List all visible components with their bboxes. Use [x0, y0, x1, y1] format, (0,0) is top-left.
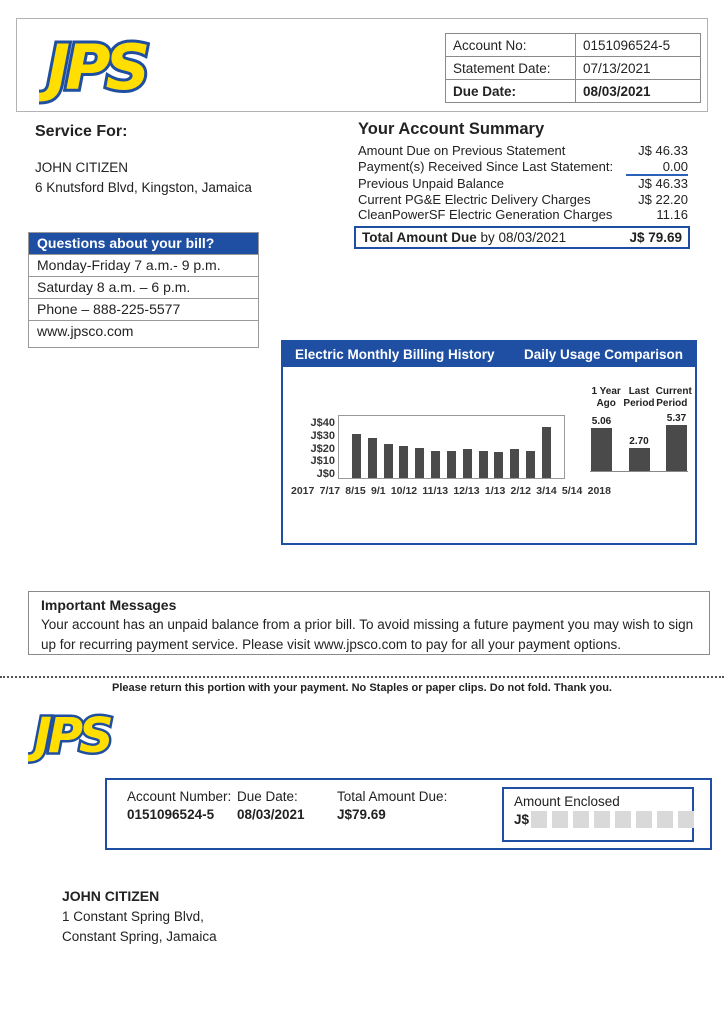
billing-bar — [415, 448, 424, 478]
x-tick-label: 7/17 — [319, 485, 341, 497]
daily-usage-bar — [666, 425, 687, 471]
summary-row — [358, 192, 688, 208]
amount-cell[interactable] — [552, 811, 568, 828]
table-row — [446, 80, 701, 103]
x-tick-label: 10/12 — [390, 485, 418, 497]
daily-usage-headers — [590, 386, 692, 410]
billing-bar — [494, 452, 503, 478]
billing-chart-bars — [339, 416, 564, 478]
billing-bar — [399, 446, 408, 478]
summary-row — [358, 176, 688, 192]
summary-label: Amount Due on Previous Statement — [358, 143, 566, 158]
billing-bar — [352, 434, 361, 478]
currency-symbol: J$ — [514, 812, 530, 827]
due-date-value: 08/03/2021 — [576, 80, 701, 103]
amount-cell[interactable] — [531, 811, 547, 828]
messages-body: Your account has an unpaid balance from a prior bill. To avoid missing a future payment you may wish to sign up for recurring payment service. Please visit www.jpsco.com to pay for all your payment options. — [41, 617, 694, 652]
billing-chart-xlabels — [291, 485, 611, 497]
summary-value: J$ 46.33 — [638, 176, 688, 192]
total-due-value: J$ 79.69 — [629, 229, 682, 245]
amount-cell[interactable] — [657, 811, 673, 828]
summary-value: J$ 46.33 — [638, 143, 688, 158]
stub-fields — [127, 789, 487, 822]
mailing-address-line2: Constant Spring, Jamaica — [62, 929, 217, 944]
x-tick-label: 2/12 — [510, 485, 531, 497]
x-tick-label: 9/1 — [370, 485, 386, 497]
y-tick-label: J$20 — [310, 442, 335, 455]
daily-usage-value: 5.06 — [591, 416, 612, 427]
mailing-address-line1: 1 Constant Spring Blvd, — [62, 909, 204, 924]
amount-enclosed-box — [502, 787, 694, 842]
charts-header-bar — [283, 342, 695, 367]
hours-weekday: Monday-Friday 7 a.m.- 9 p.m. — [29, 254, 258, 276]
stub-account-number-value: 0151096524-5 — [127, 807, 215, 822]
amount-cell[interactable] — [594, 811, 610, 828]
summary-label: Previous Unpaid Balance — [358, 176, 504, 192]
stub-total-due-value: J$79.69 — [337, 807, 386, 822]
y-tick-label: J$0 — [316, 468, 335, 480]
stub-due-date — [237, 789, 337, 822]
summary-value: 11.16 — [656, 207, 688, 223]
stub-total-due-label: Total Amount Due: — [337, 789, 448, 804]
stub-account-number — [127, 789, 237, 822]
billing-bar — [542, 427, 551, 478]
hours-saturday: Saturday 8 a.m. – 6 p.m. — [29, 276, 258, 298]
x-tick-label: 2018 — [587, 485, 611, 497]
daily-usage-value: 2.70 — [629, 436, 649, 447]
table-row — [446, 34, 701, 57]
daily-usage-header: Last Period — [623, 386, 655, 409]
billing-bar — [431, 451, 440, 479]
important-messages-box — [28, 591, 710, 655]
billing-bar — [463, 449, 472, 478]
y-tick-label: J$40 — [310, 417, 335, 429]
billing-bar — [479, 451, 488, 478]
summary-value: J$ 22.20 — [638, 191, 688, 207]
amount-enclosed-label: Amount Enclosed — [514, 794, 620, 809]
amount-enclosed-row — [514, 811, 692, 828]
summary-label: Current PG&E Electric Delivery Charges — [358, 191, 591, 207]
messages-title: Important Messages — [41, 597, 177, 613]
stub-due-date-label: Due Date: — [237, 789, 298, 804]
account-summary-section — [358, 120, 688, 249]
due-date-label: Due Date: — [446, 80, 576, 103]
payment-stub-box — [105, 778, 712, 850]
summary-title: Your Account Summary — [358, 120, 545, 138]
perforation-line — [0, 676, 724, 678]
amount-cell[interactable] — [636, 811, 652, 828]
jps-logo-stub-text: JPS — [34, 708, 110, 764]
table-row — [446, 57, 701, 80]
x-tick-label: 5/14 — [561, 485, 583, 497]
summary-label: CleanPowerSF Electric Generation Charges — [358, 207, 613, 223]
daily-usage-bars — [590, 412, 688, 472]
x-tick-label: 12/13 — [453, 485, 480, 497]
daily-usage-column — [629, 436, 650, 471]
x-tick-label: 8/15 — [345, 485, 366, 497]
billing-bar — [368, 438, 377, 478]
charts-panel — [281, 340, 697, 545]
daily-usage-header: 1 Year Ago — [591, 386, 621, 409]
summary-row — [358, 143, 688, 159]
customer-name: JOHN CITIZEN — [35, 160, 128, 175]
service-for-title: Service For: — [35, 123, 128, 140]
statement-date-value: 07/13/2021 — [576, 57, 701, 80]
total-due-label: Total Amount Due by 08/03/2021 — [362, 229, 567, 245]
summary-row — [358, 207, 688, 223]
website-url: www.jpsco.com — [29, 320, 258, 347]
statement-date-label: Statement Date: — [446, 57, 576, 80]
jps-logo-text: JPS — [47, 31, 146, 104]
questions-header: Questions about your bill? — [29, 233, 258, 254]
x-tick-label: 11/13 — [422, 485, 449, 497]
account-no-value: 0151096524-5 — [576, 34, 701, 57]
y-tick-label: J$30 — [310, 429, 335, 442]
return-notice: Please return this portion with your payment. No Staples or paper clips. Do not fold. Thank you. — [112, 682, 612, 694]
billing-bar — [447, 451, 456, 479]
daily-usage-column — [591, 416, 612, 471]
service-for-section — [35, 123, 252, 195]
questions-box — [28, 232, 259, 348]
x-tick-label: 3/14 — [536, 485, 557, 497]
billing-bar — [384, 444, 393, 478]
phone-number: Phone – 888-225-5577 — [29, 298, 258, 320]
daily-usage-header: Current Period — [655, 386, 692, 409]
billing-history-title: Electric Monthly Billing History — [295, 347, 495, 362]
stub-total-due — [337, 789, 487, 822]
daily-usage-bar — [629, 448, 650, 471]
billing-chart-plot — [338, 415, 565, 479]
mailing-name: JOHN CITIZEN — [62, 888, 160, 904]
daily-usage-column — [666, 413, 687, 471]
account-no-label: Account No: — [446, 34, 576, 57]
amount-cell[interactable] — [615, 811, 631, 828]
billing-bar — [526, 451, 535, 479]
x-tick-label: 1/13 — [484, 485, 506, 497]
billing-bar — [510, 449, 519, 478]
daily-usage-title: Daily Usage Comparison — [523, 347, 683, 362]
summary-row — [358, 159, 688, 177]
summary-label: Payment(s) Received Since Last Statement: — [358, 158, 614, 174]
daily-usage-bar — [591, 428, 612, 471]
amount-cell[interactable] — [678, 811, 694, 828]
stub-account-number-label: Account Number: — [127, 789, 232, 804]
y-tick-label: J$10 — [310, 455, 335, 468]
jps-logo — [39, 25, 209, 107]
x-tick-label: 2017 — [291, 485, 315, 497]
daily-usage-value: 5.37 — [666, 413, 687, 425]
account-info-table — [445, 33, 701, 103]
amount-enclosed-input[interactable] — [531, 811, 694, 828]
amount-cell[interactable] — [573, 811, 589, 828]
customer-address: 6 Knutsford Blvd, Kingston, Jamaica — [35, 180, 252, 195]
billing-chart-yaxis — [297, 418, 335, 480]
stub-due-date-value: 08/03/2021 — [237, 807, 305, 822]
mailing-address — [62, 888, 217, 944]
summary-value: 0.00 — [626, 159, 688, 177]
daily-usage-chart — [590, 386, 692, 472]
jps-logo-stub — [28, 702, 158, 766]
total-amount-due-box — [354, 226, 690, 249]
